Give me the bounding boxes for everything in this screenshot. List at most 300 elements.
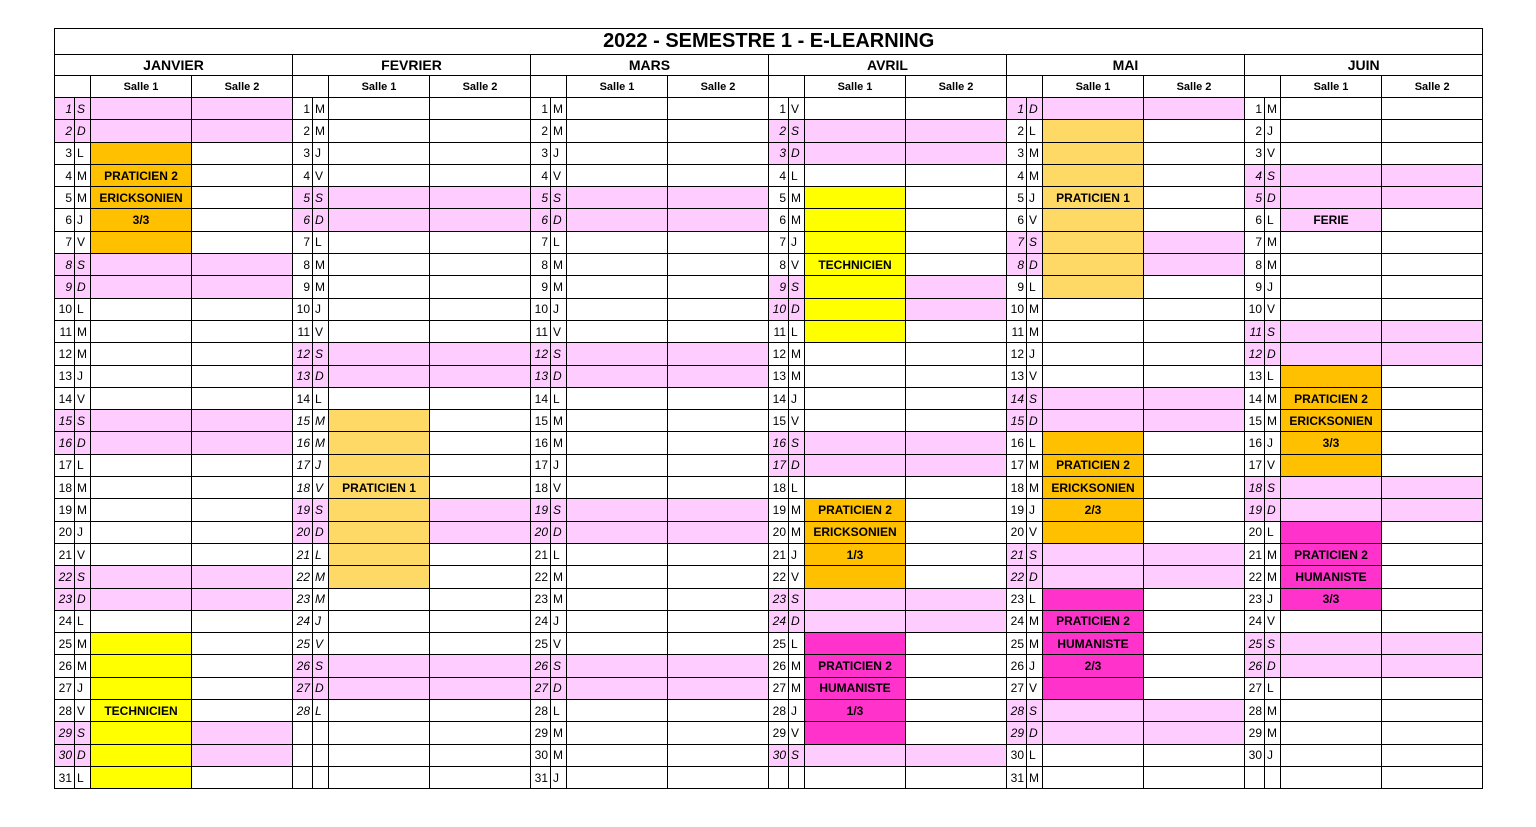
room2-cell[interactable] bbox=[430, 254, 531, 276]
room2-cell[interactable] bbox=[1144, 298, 1245, 320]
room1-cell[interactable] bbox=[329, 320, 430, 342]
room2-cell[interactable] bbox=[192, 164, 293, 186]
room2-cell[interactable] bbox=[1382, 298, 1483, 320]
room2-cell[interactable] bbox=[192, 231, 293, 253]
room1-cell[interactable] bbox=[567, 142, 668, 164]
room1-cell[interactable] bbox=[1281, 231, 1382, 253]
room2-cell[interactable] bbox=[906, 187, 1007, 209]
room2-cell[interactable] bbox=[668, 343, 769, 365]
room1-cell[interactable] bbox=[1043, 410, 1144, 432]
room2-cell[interactable] bbox=[192, 454, 293, 476]
room1-cell[interactable] bbox=[91, 454, 192, 476]
room2-cell[interactable] bbox=[668, 231, 769, 253]
room1-cell[interactable] bbox=[1281, 365, 1382, 387]
room1-cell[interactable] bbox=[1043, 320, 1144, 342]
room1-cell[interactable] bbox=[91, 120, 192, 142]
room2-cell[interactable] bbox=[906, 700, 1007, 722]
room1-cell[interactable] bbox=[805, 120, 906, 142]
room1-cell[interactable] bbox=[805, 320, 906, 342]
room1-cell[interactable] bbox=[805, 633, 906, 655]
room1-cell[interactable] bbox=[91, 343, 192, 365]
room1-cell[interactable] bbox=[91, 477, 192, 499]
room1-cell[interactable] bbox=[1281, 454, 1382, 476]
room2-cell[interactable] bbox=[192, 610, 293, 632]
room1-cell[interactable] bbox=[805, 566, 906, 588]
room2-cell[interactable] bbox=[192, 432, 293, 454]
room2-cell[interactable] bbox=[192, 209, 293, 231]
room2-cell[interactable] bbox=[192, 187, 293, 209]
room1-cell[interactable] bbox=[567, 343, 668, 365]
room1-cell[interactable] bbox=[805, 164, 906, 186]
room2-cell[interactable] bbox=[668, 164, 769, 186]
room1-cell[interactable] bbox=[567, 231, 668, 253]
room1-cell[interactable] bbox=[567, 120, 668, 142]
room1-cell[interactable] bbox=[91, 610, 192, 632]
room1-cell[interactable] bbox=[91, 766, 192, 788]
room2-cell[interactable] bbox=[1382, 610, 1483, 632]
room1-cell[interactable] bbox=[1043, 722, 1144, 744]
room2-cell[interactable] bbox=[1144, 521, 1245, 543]
room2-cell[interactable] bbox=[1144, 320, 1245, 342]
room1-cell[interactable] bbox=[1281, 700, 1382, 722]
room1-cell[interactable]: PRATICIEN 2 bbox=[805, 499, 906, 521]
room1-cell[interactable] bbox=[1281, 655, 1382, 677]
room2-cell[interactable] bbox=[430, 298, 531, 320]
room2-cell[interactable] bbox=[192, 499, 293, 521]
room2-cell[interactable] bbox=[1144, 477, 1245, 499]
room1-cell[interactable] bbox=[91, 98, 192, 120]
room1-cell[interactable]: 3/3 bbox=[91, 209, 192, 231]
room1-cell[interactable] bbox=[1281, 142, 1382, 164]
room2-cell[interactable] bbox=[192, 298, 293, 320]
room2-cell[interactable] bbox=[668, 298, 769, 320]
room1-cell[interactable] bbox=[1281, 499, 1382, 521]
room1-cell[interactable] bbox=[329, 610, 430, 632]
room1-cell[interactable] bbox=[329, 454, 430, 476]
room1-cell[interactable] bbox=[91, 365, 192, 387]
room1-cell[interactable]: HUMANISTE bbox=[1043, 633, 1144, 655]
room1-cell[interactable]: 2/3 bbox=[1043, 499, 1144, 521]
room2-cell[interactable] bbox=[430, 722, 531, 744]
room2-cell[interactable] bbox=[906, 276, 1007, 298]
room1-cell[interactable] bbox=[1281, 320, 1382, 342]
room1-cell[interactable]: ERICKSONIEN bbox=[1043, 477, 1144, 499]
room1-cell[interactable] bbox=[329, 521, 430, 543]
room2-cell[interactable] bbox=[430, 588, 531, 610]
room2-cell[interactable] bbox=[668, 187, 769, 209]
room1-cell[interactable] bbox=[567, 276, 668, 298]
room1-cell[interactable] bbox=[1281, 610, 1382, 632]
room2-cell[interactable] bbox=[668, 432, 769, 454]
room2-cell[interactable] bbox=[906, 677, 1007, 699]
room2-cell[interactable] bbox=[1382, 766, 1483, 788]
room1-cell[interactable] bbox=[329, 164, 430, 186]
room1-cell[interactable] bbox=[91, 633, 192, 655]
room1-cell[interactable]: 1/3 bbox=[805, 700, 906, 722]
room2-cell[interactable] bbox=[668, 744, 769, 766]
room2-cell[interactable] bbox=[1144, 744, 1245, 766]
room1-cell[interactable]: 1/3 bbox=[805, 543, 906, 565]
room2-cell[interactable] bbox=[668, 120, 769, 142]
room2-cell[interactable] bbox=[1382, 365, 1483, 387]
room2-cell[interactable] bbox=[1382, 521, 1483, 543]
room1-cell[interactable]: PRATICIEN 2 bbox=[91, 164, 192, 186]
room1-cell[interactable] bbox=[91, 543, 192, 565]
room2-cell[interactable] bbox=[1144, 432, 1245, 454]
room2-cell[interactable] bbox=[1382, 209, 1483, 231]
room1-cell[interactable] bbox=[329, 499, 430, 521]
room2-cell[interactable] bbox=[430, 499, 531, 521]
room2-cell[interactable] bbox=[668, 320, 769, 342]
room2-cell[interactable] bbox=[192, 766, 293, 788]
room2-cell[interactable] bbox=[906, 521, 1007, 543]
room2-cell[interactable] bbox=[1382, 142, 1483, 164]
room2-cell[interactable] bbox=[1144, 766, 1245, 788]
room1-cell[interactable] bbox=[567, 187, 668, 209]
room2-cell[interactable] bbox=[430, 477, 531, 499]
room1-cell[interactable] bbox=[805, 298, 906, 320]
room2-cell[interactable] bbox=[1382, 722, 1483, 744]
room1-cell[interactable] bbox=[567, 655, 668, 677]
room1-cell[interactable] bbox=[329, 543, 430, 565]
room2-cell[interactable] bbox=[1144, 209, 1245, 231]
room2-cell[interactable] bbox=[668, 209, 769, 231]
room2-cell[interactable] bbox=[430, 677, 531, 699]
room1-cell[interactable]: FERIE bbox=[1281, 209, 1382, 231]
room1-cell[interactable] bbox=[1043, 254, 1144, 276]
room2-cell[interactable] bbox=[906, 566, 1007, 588]
room1-cell[interactable] bbox=[567, 320, 668, 342]
room2-cell[interactable] bbox=[1382, 98, 1483, 120]
room1-cell[interactable] bbox=[329, 566, 430, 588]
room2-cell[interactable] bbox=[1144, 231, 1245, 253]
room1-cell[interactable] bbox=[91, 744, 192, 766]
room2-cell[interactable] bbox=[1144, 276, 1245, 298]
room1-cell[interactable] bbox=[1043, 744, 1144, 766]
room2-cell[interactable] bbox=[1144, 120, 1245, 142]
room2-cell[interactable] bbox=[192, 744, 293, 766]
room2-cell[interactable] bbox=[1144, 566, 1245, 588]
room1-cell[interactable] bbox=[91, 320, 192, 342]
room1-cell[interactable] bbox=[805, 432, 906, 454]
room1-cell[interactable] bbox=[805, 454, 906, 476]
room1-cell[interactable] bbox=[329, 700, 430, 722]
room2-cell[interactable] bbox=[192, 410, 293, 432]
room2-cell[interactable] bbox=[430, 365, 531, 387]
room1-cell[interactable] bbox=[567, 477, 668, 499]
room1-cell[interactable]: 3/3 bbox=[1281, 432, 1382, 454]
room1-cell[interactable] bbox=[1043, 298, 1144, 320]
room2-cell[interactable] bbox=[668, 477, 769, 499]
room1-cell[interactable] bbox=[91, 231, 192, 253]
room2-cell[interactable] bbox=[1144, 633, 1245, 655]
room1-cell[interactable] bbox=[1281, 298, 1382, 320]
room1-cell[interactable] bbox=[805, 722, 906, 744]
room1-cell[interactable]: PRATICIEN 2 bbox=[805, 655, 906, 677]
room2-cell[interactable] bbox=[430, 343, 531, 365]
room1-cell[interactable]: TECHNICIEN bbox=[91, 700, 192, 722]
room1-cell[interactable] bbox=[329, 209, 430, 231]
room1-cell[interactable] bbox=[1043, 766, 1144, 788]
room1-cell[interactable] bbox=[1043, 164, 1144, 186]
room1-cell[interactable] bbox=[1281, 254, 1382, 276]
room2-cell[interactable] bbox=[430, 142, 531, 164]
room2-cell[interactable] bbox=[1382, 432, 1483, 454]
room2-cell[interactable] bbox=[1144, 499, 1245, 521]
room1-cell[interactable] bbox=[91, 521, 192, 543]
room2-cell[interactable] bbox=[906, 231, 1007, 253]
room2-cell[interactable] bbox=[192, 722, 293, 744]
room2-cell[interactable] bbox=[192, 387, 293, 409]
room1-cell[interactable] bbox=[91, 298, 192, 320]
room2-cell[interactable] bbox=[430, 454, 531, 476]
room2-cell[interactable] bbox=[668, 387, 769, 409]
room2-cell[interactable] bbox=[192, 98, 293, 120]
room1-cell[interactable] bbox=[567, 254, 668, 276]
room1-cell[interactable] bbox=[805, 477, 906, 499]
room2-cell[interactable] bbox=[1382, 187, 1483, 209]
room1-cell[interactable] bbox=[1043, 98, 1144, 120]
room1-cell[interactable] bbox=[567, 499, 668, 521]
room2-cell[interactable] bbox=[1382, 677, 1483, 699]
room1-cell[interactable] bbox=[805, 766, 906, 788]
room2-cell[interactable] bbox=[1382, 700, 1483, 722]
room2-cell[interactable] bbox=[906, 722, 1007, 744]
room2-cell[interactable] bbox=[1144, 677, 1245, 699]
room1-cell[interactable] bbox=[91, 276, 192, 298]
room1-cell[interactable]: ERICKSONIEN bbox=[1281, 410, 1382, 432]
room2-cell[interactable] bbox=[668, 276, 769, 298]
room1-cell[interactable]: PRATICIEN 2 bbox=[1043, 454, 1144, 476]
room2-cell[interactable] bbox=[1144, 588, 1245, 610]
room2-cell[interactable] bbox=[192, 276, 293, 298]
room1-cell[interactable] bbox=[567, 298, 668, 320]
room1-cell[interactable] bbox=[329, 766, 430, 788]
room2-cell[interactable] bbox=[906, 209, 1007, 231]
room1-cell[interactable] bbox=[1043, 276, 1144, 298]
room1-cell[interactable] bbox=[1281, 120, 1382, 142]
room2-cell[interactable] bbox=[430, 633, 531, 655]
room1-cell[interactable] bbox=[567, 543, 668, 565]
room2-cell[interactable] bbox=[192, 120, 293, 142]
room2-cell[interactable] bbox=[668, 365, 769, 387]
room2-cell[interactable] bbox=[430, 120, 531, 142]
room1-cell[interactable] bbox=[1281, 276, 1382, 298]
room2-cell[interactable] bbox=[906, 432, 1007, 454]
room2-cell[interactable] bbox=[1382, 655, 1483, 677]
room1-cell[interactable] bbox=[805, 142, 906, 164]
room1-cell[interactable]: ERICKSONIEN bbox=[91, 187, 192, 209]
room1-cell[interactable] bbox=[329, 187, 430, 209]
room2-cell[interactable] bbox=[1382, 499, 1483, 521]
room1-cell[interactable] bbox=[91, 655, 192, 677]
room2-cell[interactable] bbox=[906, 543, 1007, 565]
room2-cell[interactable] bbox=[192, 655, 293, 677]
room2-cell[interactable] bbox=[906, 142, 1007, 164]
room1-cell[interactable] bbox=[91, 432, 192, 454]
room2-cell[interactable] bbox=[430, 655, 531, 677]
room2-cell[interactable] bbox=[906, 766, 1007, 788]
room2-cell[interactable] bbox=[430, 521, 531, 543]
room1-cell[interactable] bbox=[805, 610, 906, 632]
room1-cell[interactable] bbox=[329, 343, 430, 365]
room1-cell[interactable] bbox=[1043, 543, 1144, 565]
room1-cell[interactable] bbox=[567, 365, 668, 387]
room2-cell[interactable] bbox=[668, 543, 769, 565]
room1-cell[interactable] bbox=[329, 633, 430, 655]
room2-cell[interactable] bbox=[668, 610, 769, 632]
room1-cell[interactable] bbox=[329, 365, 430, 387]
room2-cell[interactable] bbox=[906, 633, 1007, 655]
room1-cell[interactable]: PRATICIEN 2 bbox=[1043, 610, 1144, 632]
room2-cell[interactable] bbox=[1144, 142, 1245, 164]
room1-cell[interactable] bbox=[1281, 633, 1382, 655]
room1-cell[interactable] bbox=[91, 722, 192, 744]
room1-cell[interactable] bbox=[1043, 231, 1144, 253]
room1-cell[interactable] bbox=[567, 700, 668, 722]
room1-cell[interactable] bbox=[567, 432, 668, 454]
room1-cell[interactable]: PRATICIEN 1 bbox=[329, 477, 430, 499]
room2-cell[interactable] bbox=[906, 365, 1007, 387]
room1-cell[interactable] bbox=[1281, 744, 1382, 766]
room1-cell[interactable] bbox=[805, 231, 906, 253]
room2-cell[interactable] bbox=[668, 655, 769, 677]
room1-cell[interactable] bbox=[329, 432, 430, 454]
room1-cell[interactable] bbox=[1043, 387, 1144, 409]
room2-cell[interactable] bbox=[668, 766, 769, 788]
room2-cell[interactable] bbox=[668, 254, 769, 276]
room1-cell[interactable] bbox=[805, 187, 906, 209]
room2-cell[interactable] bbox=[192, 677, 293, 699]
room2-cell[interactable] bbox=[1382, 231, 1483, 253]
room2-cell[interactable] bbox=[1144, 722, 1245, 744]
room2-cell[interactable] bbox=[192, 566, 293, 588]
room1-cell[interactable] bbox=[805, 276, 906, 298]
room1-cell[interactable]: PRATICIEN 1 bbox=[1043, 187, 1144, 209]
room1-cell[interactable]: ERICKSONIEN bbox=[805, 521, 906, 543]
room2-cell[interactable] bbox=[906, 588, 1007, 610]
room2-cell[interactable] bbox=[430, 209, 531, 231]
room2-cell[interactable] bbox=[668, 454, 769, 476]
room2-cell[interactable] bbox=[906, 120, 1007, 142]
room2-cell[interactable] bbox=[192, 633, 293, 655]
room1-cell[interactable] bbox=[805, 410, 906, 432]
room1-cell[interactable]: PRATICIEN 2 bbox=[1281, 387, 1382, 409]
room1-cell[interactable] bbox=[329, 298, 430, 320]
room2-cell[interactable] bbox=[192, 521, 293, 543]
room1-cell[interactable] bbox=[91, 499, 192, 521]
room1-cell[interactable] bbox=[567, 164, 668, 186]
room2-cell[interactable] bbox=[1144, 387, 1245, 409]
room2-cell[interactable] bbox=[1382, 254, 1483, 276]
room2-cell[interactable] bbox=[1382, 477, 1483, 499]
room2-cell[interactable] bbox=[430, 610, 531, 632]
room2-cell[interactable] bbox=[906, 98, 1007, 120]
room1-cell[interactable] bbox=[91, 387, 192, 409]
room2-cell[interactable] bbox=[1382, 633, 1483, 655]
room1-cell[interactable] bbox=[91, 677, 192, 699]
room2-cell[interactable] bbox=[192, 343, 293, 365]
room2-cell[interactable] bbox=[1144, 164, 1245, 186]
room2-cell[interactable] bbox=[430, 187, 531, 209]
room1-cell[interactable] bbox=[567, 744, 668, 766]
room1-cell[interactable] bbox=[1281, 677, 1382, 699]
room2-cell[interactable] bbox=[192, 543, 293, 565]
room2-cell[interactable] bbox=[906, 610, 1007, 632]
room1-cell[interactable] bbox=[329, 142, 430, 164]
room1-cell[interactable] bbox=[567, 633, 668, 655]
room1-cell[interactable] bbox=[1281, 187, 1382, 209]
room2-cell[interactable] bbox=[906, 410, 1007, 432]
room2-cell[interactable] bbox=[192, 142, 293, 164]
room2-cell[interactable] bbox=[430, 543, 531, 565]
room2-cell[interactable] bbox=[1144, 98, 1245, 120]
room1-cell[interactable] bbox=[1043, 521, 1144, 543]
room2-cell[interactable] bbox=[906, 387, 1007, 409]
room1-cell[interactable] bbox=[567, 566, 668, 588]
room1-cell[interactable] bbox=[567, 387, 668, 409]
room2-cell[interactable] bbox=[1382, 276, 1483, 298]
room2-cell[interactable] bbox=[668, 499, 769, 521]
room2-cell[interactable] bbox=[668, 410, 769, 432]
room2-cell[interactable] bbox=[668, 98, 769, 120]
room2-cell[interactable] bbox=[1382, 164, 1483, 186]
room2-cell[interactable] bbox=[1144, 365, 1245, 387]
room1-cell[interactable] bbox=[1043, 365, 1144, 387]
room1-cell[interactable]: 3/3 bbox=[1281, 588, 1382, 610]
room1-cell[interactable] bbox=[567, 677, 668, 699]
room1-cell[interactable] bbox=[91, 566, 192, 588]
room1-cell[interactable] bbox=[329, 655, 430, 677]
room1-cell[interactable] bbox=[567, 722, 668, 744]
room1-cell[interactable] bbox=[1281, 477, 1382, 499]
room1-cell[interactable] bbox=[1043, 700, 1144, 722]
room1-cell[interactable]: PRATICIEN 2 bbox=[1281, 543, 1382, 565]
room1-cell[interactable] bbox=[805, 365, 906, 387]
room1-cell[interactable] bbox=[567, 410, 668, 432]
room1-cell[interactable] bbox=[1043, 432, 1144, 454]
room2-cell[interactable] bbox=[906, 744, 1007, 766]
room2-cell[interactable] bbox=[430, 700, 531, 722]
room1-cell[interactable] bbox=[805, 343, 906, 365]
room1-cell[interactable] bbox=[1043, 566, 1144, 588]
room1-cell[interactable] bbox=[567, 766, 668, 788]
room1-cell[interactable] bbox=[805, 209, 906, 231]
room2-cell[interactable] bbox=[1382, 744, 1483, 766]
room2-cell[interactable] bbox=[1382, 410, 1483, 432]
room2-cell[interactable] bbox=[430, 320, 531, 342]
room1-cell[interactable] bbox=[1043, 142, 1144, 164]
room1-cell[interactable] bbox=[329, 410, 430, 432]
room1-cell[interactable] bbox=[329, 588, 430, 610]
room2-cell[interactable] bbox=[430, 164, 531, 186]
room2-cell[interactable] bbox=[906, 320, 1007, 342]
room2-cell[interactable] bbox=[430, 432, 531, 454]
room1-cell[interactable] bbox=[329, 120, 430, 142]
room2-cell[interactable] bbox=[906, 254, 1007, 276]
room2-cell[interactable] bbox=[192, 700, 293, 722]
room1-cell[interactable] bbox=[329, 254, 430, 276]
room2-cell[interactable] bbox=[1382, 543, 1483, 565]
room1-cell[interactable]: TECHNICIEN bbox=[805, 254, 906, 276]
room2-cell[interactable] bbox=[192, 320, 293, 342]
room2-cell[interactable] bbox=[1144, 700, 1245, 722]
room1-cell[interactable] bbox=[329, 387, 430, 409]
room2-cell[interactable] bbox=[668, 566, 769, 588]
room1-cell[interactable] bbox=[567, 521, 668, 543]
room2-cell[interactable] bbox=[1144, 610, 1245, 632]
room2-cell[interactable] bbox=[1144, 343, 1245, 365]
